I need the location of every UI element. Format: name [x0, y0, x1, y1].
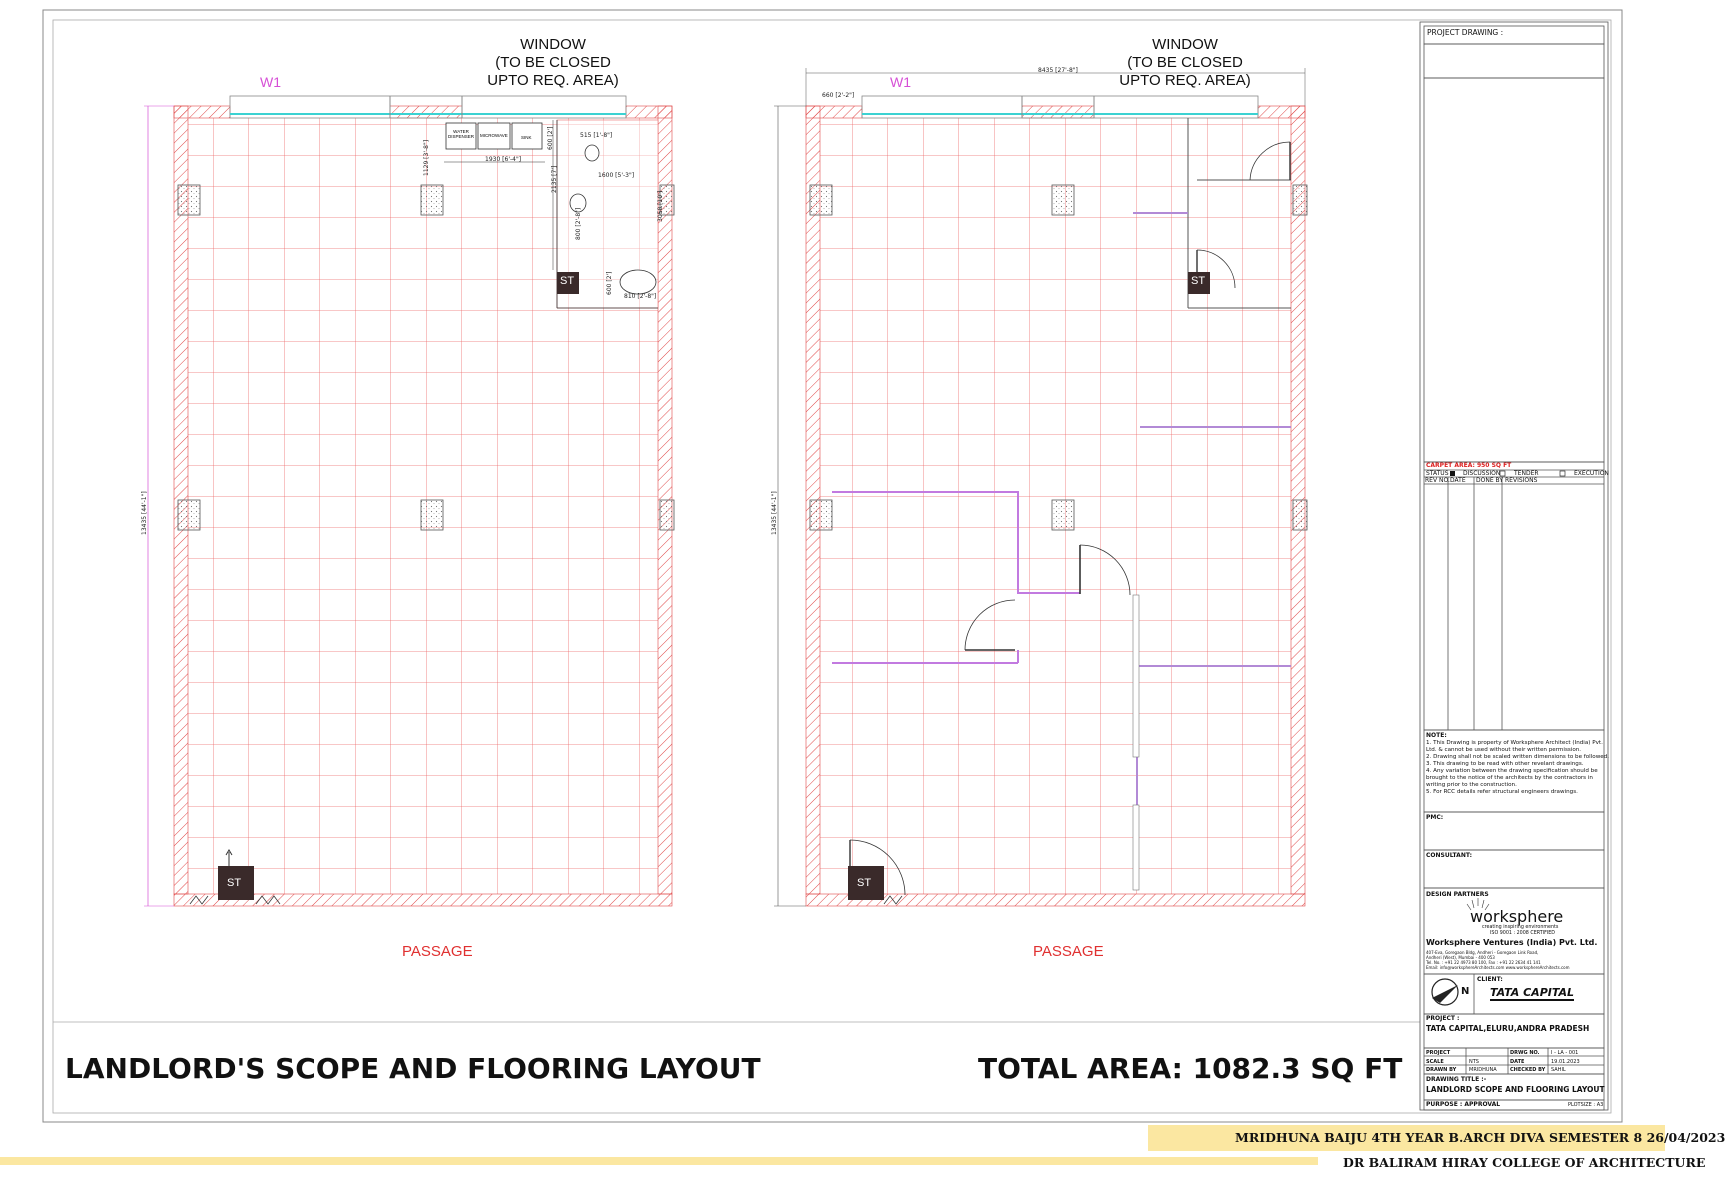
tb-row-label: DATE: [1510, 1058, 1525, 1065]
tb-done-by: DONE BY: [1476, 477, 1503, 484]
tb-rows-col1: [1426, 1049, 1456, 1075]
tb-worksphere-tagline: creating inspiring environments: [1482, 925, 1559, 930]
tb-row-label: DRAWN BY: [1426, 1067, 1457, 1074]
left-floor-plan: [141, 96, 674, 906]
tb-note-line: 1. This Drawing is property of Worksphere Architect (India) Pvt.: [1426, 740, 1603, 746]
tb-rows-col2: [1469, 1049, 1497, 1075]
right-w1-label: W1: [890, 74, 911, 90]
left-dim-4: 515 [1'-8"]: [580, 132, 613, 139]
left-dim-7: 3058 [10']: [657, 190, 664, 222]
right-window-line2: (TO BE CLOSED: [1127, 54, 1243, 71]
tb-notes: [1426, 740, 1609, 796]
right-window-line1: WINDOW: [1152, 36, 1218, 53]
right-floor-plan: [771, 67, 1307, 906]
microwave-label: MICROWAVE: [480, 133, 508, 138]
tb-consultant: CONSULTANT:: [1426, 852, 1473, 859]
tb-design-partners: DESIGN PARTNERS: [1426, 891, 1489, 898]
left-dim-2: 1930 [6'-4"]: [485, 156, 522, 163]
left-dim-6: 2135 [7']: [551, 165, 558, 193]
tb-project-name: TATA CAPITAL,ELURU,ANDRA PRADESH: [1426, 1024, 1590, 1033]
tb-project-label: PROJECT :: [1426, 1015, 1460, 1022]
tb-note-line: brought to the notice of the architects by the contractors in: [1426, 775, 1593, 781]
water-dispenser-label: [448, 129, 474, 139]
left-dim-10: 810 [2'-8"]: [624, 293, 657, 300]
left-w1-label: W1: [260, 74, 281, 90]
tb-plotsize: PLOTSIZE : A3: [1568, 1102, 1604, 1108]
tb-pmc: PMC:: [1426, 814, 1444, 821]
tb-revisions: REVISIONS: [1505, 477, 1538, 484]
left-dim-3: 600 [2']: [547, 126, 554, 150]
sheet-title: LANDLORD'S SCOPE AND FLOORING LAYOUT: [65, 1052, 761, 1085]
tb-execution: EXECUTION: [1574, 470, 1609, 477]
left-window-line3: UPTO REQ. AREA): [487, 72, 619, 89]
tb-row-label: DRWG NO.: [1510, 1050, 1540, 1056]
tb-note-line: 4. Any variation between the drawing specification should be: [1426, 768, 1598, 774]
tb-tata-capital-logo: TATA CAPITAL: [1490, 986, 1575, 999]
footer-student-line: MRIDHUNA BAIJU 4TH YEAR B.ARCH DIVA SEMESTER 8 26/04/2023: [1235, 1130, 1725, 1145]
footer-college-line: DR BALIRAM HIRAY COLLEGE OF ARCHITECTURE: [1343, 1155, 1706, 1170]
tb-rows-col3: [1510, 1049, 1545, 1075]
tb-row-label: CHECKED BY: [1510, 1067, 1546, 1074]
tb-row-label: PROJECT: [1426, 1050, 1451, 1056]
tb-date-col: DATE: [1450, 477, 1466, 484]
tb-discussion: DISCUSSION: [1463, 470, 1501, 477]
tb-client-label: CLIENT:: [1477, 976, 1503, 983]
left-dim-8: 800 [2'-8"]: [575, 207, 582, 240]
tb-row-value: MRIDHUNA: [1469, 1067, 1497, 1074]
tb-rows-col4: [1551, 1049, 1580, 1075]
left-window-line2: (TO BE CLOSED: [495, 54, 611, 71]
right-passage-label: PASSAGE: [1033, 943, 1104, 960]
tb-address-line: Email: info@worksphereArchitects.com www.worksphereArchitects.com: [1426, 965, 1570, 970]
tb-status: STATUS: [1426, 470, 1449, 477]
tb-row-value: SAHIL: [1551, 1067, 1566, 1074]
right-window-line3: UPTO REQ. AREA): [1119, 72, 1251, 89]
tb-carpet-area: CARPET AREA: 950 SQ FT: [1426, 462, 1512, 469]
tb-address-line: 407-Eva, Goregaon Bldg, Andheri - Goregaon Link Road,: [1426, 950, 1539, 955]
right-window-label: [1100, 36, 1270, 90]
tb-note-line: 5. For RCC details refer structural engineers drawings.: [1426, 789, 1578, 795]
tb-address-line: Andheri (West), Mumbai - 400 053: [1426, 955, 1495, 960]
tb-iso: ISO 9001 : 2008 CERTIFIED: [1490, 931, 1555, 936]
tb-purpose: PURPOSE : APPROVAL: [1426, 1101, 1501, 1108]
tb-row-value: I - LA - 001: [1551, 1050, 1579, 1056]
right-shaft-label-top: ST: [1191, 275, 1206, 287]
tb-address: [1426, 950, 1570, 970]
total-area: TOTAL AREA: 1082.3 SQ FT: [978, 1052, 1403, 1085]
tb-row-label: SCALE: [1426, 1058, 1444, 1065]
north-arrow-icon: [1432, 979, 1458, 1005]
left-window-label: [468, 36, 638, 90]
tb-row-value: 19.01.2023: [1551, 1058, 1580, 1065]
tb-note-line: 3. This drawing to be read with other revelant drawings.: [1426, 761, 1584, 767]
tb-note-line: 2. Drawing shall not be scaled written dimensions to be followed.: [1426, 754, 1610, 760]
tb-north: N: [1461, 986, 1470, 997]
tb-row-value: NTS: [1469, 1058, 1479, 1065]
tb-note-line: writing prior to the construction.: [1426, 782, 1517, 788]
water-dispenser-line2: DISPENSER: [448, 134, 475, 139]
tb-drawing-title-label: DRAWING TITLE :-: [1426, 1076, 1487, 1083]
tb-row-value: [1469, 1049, 1497, 1058]
tb-note-title: NOTE:: [1426, 732, 1447, 739]
right-small-dim: 660 [2'-2"]: [822, 92, 855, 99]
tb-address-line: Tel. No. : +91 22 4973 80 100, Fax : +91 22 2634 41 141: [1426, 960, 1541, 965]
tb-worksphere-logo: worksphere: [1470, 907, 1564, 926]
right-width-dim: 8435 [27'-8"]: [1038, 67, 1078, 74]
left-dim-5: 1600 [5'-3"]: [598, 172, 635, 179]
left-passage-label: PASSAGE: [402, 943, 473, 960]
left-window-line1: WINDOW: [520, 36, 586, 53]
left-shaft-label: ST: [227, 877, 242, 889]
right-shaft-label: ST: [857, 877, 872, 889]
tb-project-drawing: PROJECT DRAWING :: [1427, 28, 1504, 37]
left-dim-1: 1129 [3'-8"]: [423, 139, 430, 176]
left-dim-9: 600 [2']: [606, 271, 613, 295]
tb-tender: TENDER: [1514, 470, 1539, 477]
left-height-dim: 13435 [44'-1"]: [141, 491, 148, 535]
water-dispenser-line1: WATER: [453, 129, 469, 134]
tb-worksphere-name: Worksphere Ventures (India) Pvt. Ltd.: [1426, 938, 1598, 947]
tb-note-line: Ltd. & cannot be used without their written permission.: [1426, 747, 1582, 753]
sink-label: SINK: [521, 135, 532, 140]
left-shaft-label-top: ST: [560, 275, 575, 287]
tb-drawing-title: LANDLORD SCOPE AND FLOORING LAYOUT: [1426, 1085, 1605, 1094]
tb-rev-no: REV NO.: [1425, 477, 1450, 484]
right-height-dim: 13435 [44'-1"]: [771, 491, 778, 535]
